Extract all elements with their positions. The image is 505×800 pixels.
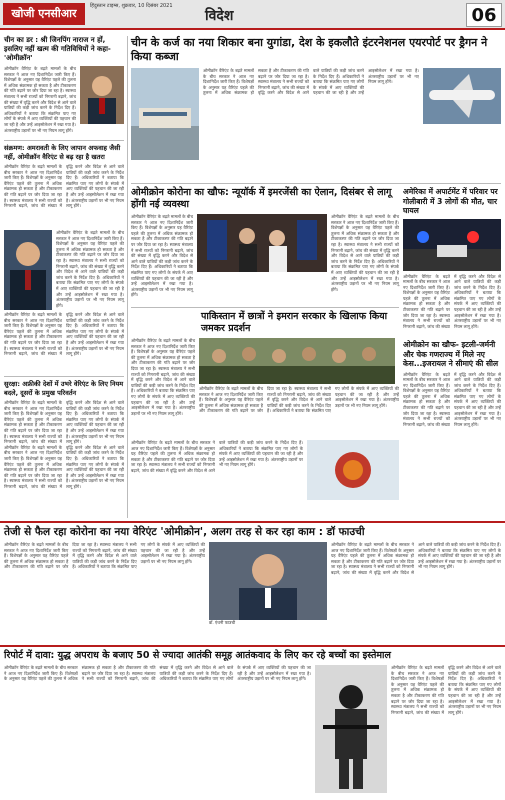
xi-portrait-large	[4, 230, 52, 310]
section-title: विदेश	[205, 8, 234, 24]
airport-image	[131, 68, 199, 160]
portrait-image	[80, 66, 124, 124]
child-soldier-photo	[315, 665, 387, 793]
section-rule	[0, 645, 505, 647]
child-soldier-image	[315, 665, 387, 793]
top-story-headline: चीन के कर्ज का नया शिकार बना युगांडा, देश के इकलौते इंटरनेशनल एयरपोर्ट पर ड्रैगन ने किया कब्जा	[131, 36, 488, 63]
divider	[131, 307, 399, 308]
left-story-2	[4, 144, 124, 224]
left-story-1-headline: चीन का डर : श्री जिनपिंग नाराज न हों, इसलिए नहीं खत्म की गतिविधियों ने कहा- 'ओमीक्रॉन'	[4, 36, 111, 62]
left-story-2-headline: संक्रमण: अमरावती के लिए जापान अफवाह जैसी नहीं, ओमीक्रॉन वैरिएंट से बढ़ रहा है खतरा	[4, 144, 121, 161]
column-divider	[127, 36, 128, 518]
press-conference-photo	[197, 214, 327, 272]
pakistan-headline: पाकिस्तान में छात्रों ने इमरान सरकार के खिलाफ किया जमकर प्रदर्शन	[201, 311, 388, 334]
protest-photo	[199, 338, 399, 384]
airport-photo	[131, 68, 199, 160]
left-story-2-cont: ओमीक्रॉन वैरिएंट के बढ़ते मामलों के बीच सरकार ने आज नए दिशानिर्देश जारी किए हैं। विशेषज्ञों के अनुसार यह वैरिएंट पहले की तुलना में अधिक संक्रामक हो सकता है और टीकाकरण की गति बढ़ाने पर जोर दिया जा रहा है। स्वास्थ्य मंत्रालय ने सभी राज्यों को निगरानी बढ़ाने, जांच की संख्या में वृद्धि करने और विदेश से आने वाले यात्रियों की कड़ी जांच करने के निर्देश दिए हैं। अधिकारियों ने बताया कि संक्रमित पाए गए लोगों के संपर्क में आए व्यक्तियों की पहचान की जा रही है और उन्हें आइसोलेशन में रखा गया है। अंतरराष्ट्रीय उड़ानों पर भी नए नियम लागू होंगे।	[56, 230, 124, 308]
left-story-2-text: ओमीक्रॉन वैरिएंट के बढ़ते मामलों के बीच सरकार ने आज नए दिशानिर्देश जारी किए हैं। विशेषज्ञों के अनुसार यह वैरिएंट पहले की तुलना में अधिक संक्रामक हो सकता है और टीकाकरण की गति बढ़ाने पर जोर दिया जा रहा है। स्वास्थ्य मंत्रालय ने सभी राज्यों को निगरानी बढ़ाने, जांच की संख्या में वृद्धि करने और विदेश से आने वाले यात्रियों की कड़ी जांच करने के निर्देश दिए हैं। अधिकारियों ने बताया कि संक्रमित पाए गए लोगों के संपर्क में आए व्यक्तियों की पहचान की जा रही है और उन्हें आइसोलेशन में रखा गया है। अंतरराष्ट्रीय उड़ानों पर भी नए नियम लागू होंगे।	[4, 164, 124, 209]
left-story-1	[4, 36, 124, 138]
omicron-ny-headline: ओमीक्रोन कोरोना का खौफ: न्यूयॉर्क में इमरजेंसी का ऐलान, दिसंबर से लागू होंगी नई व्यवस्था	[131, 187, 392, 210]
divider	[4, 376, 124, 377]
portrait-image	[4, 230, 52, 310]
us-shooting-story: अमेरिका में अपार्टमेंट में परिवार पर गोलीबारी में 3 लोगों की मौत, चार घायल ओमीक्रॉन वैरिएंट के बढ़ते मामलों के बीच सरकार ने आज नए दिशानिर्देश जारी किए हैं। विशेषज्ञों के अनुसार यह वैरिएंट पहले की तुलना में अधिक संक्रामक हो सकता है और टीकाकरण की गति बढ़ाने पर जोर दिया जा रहा है। स्वास्थ्य मंत्रालय ने सभी राज्यों को निगरानी बढ़ाने, जांच की संख्या में वृद्धि करने और विदेश से आने वाले यात्रियों की कड़ी जांच करने के निर्देश दिए हैं। अधिकारियों ने बताया कि संक्रमित पाए गए लोगों के संपर्क में आए व्यक्तियों की पहचान की जा रही है और उन्हें आइसोलेशन में रखा गया है। अंतरराष्ट्रीय उड़ानों पर भी नए नियम लागू होंगे।	[403, 187, 501, 329]
jinping-portrait	[80, 66, 124, 124]
newspaper-logo: खोजी एनसीआर	[3, 3, 85, 25]
covid-image	[307, 440, 399, 500]
israel-story: ओमीक्रोन का खौफ- इटली-जर्मनी और चेक गणराज्य में मिले नए केस...इजरायल ने सीमाएं की सील ओमीक्रॉन वैरिएंट के बढ़ते मामलों के बीच सरकार ने आज नए दिशानिर्देश जारी किए हैं। विशेषज्ञों के अनुसार यह वैरिएंट पहले की तुलना में अधिक संक्रामक हो सकता है और टीकाकरण की गति बढ़ाने पर जोर दिया जा रहा है। स्वास्थ्य मंत्रालय ने सभी राज्यों को निगरानी बढ़ाने, जांच की संख्या में वृद्धि करने और विदेश से आने वाले यात्रियों की कड़ी जांच करने के निर्देश दिए हैं। अधिकारियों ने बताया कि संक्रमित पाए गए लोगों के संपर्क में आए व्यक्तियों की पहचान की जा रही है और उन्हें आइसोलेशन में रखा गया है। अंतरराष्ट्रीय उड़ानों पर भी नए नियम लागू होंगे।	[403, 340, 501, 427]
police-image	[403, 219, 501, 271]
covid-illustration	[307, 440, 399, 500]
plane-photo	[423, 68, 501, 124]
fauci-story: तेजी से फैल रहा कोरोना का नया वेरिएंट 'ओमीक्रोन', अलग तरह से कर रहा काम : डॉ फाउची ओमीक्रॉन वैरिएंट के बढ़ते मामलों के बीच सरकार ने आज नए दिशानिर्देश जारी किए हैं। विशेषज्ञों के अनुसार यह वैरिएंट पहले की तुलना में अधिक संक्रामक हो सकता है और टीकाकरण की गति बढ़ाने पर जोर दिया जा रहा है। स्वास्थ्य मंत्रालय ने सभी राज्यों को निगरानी बढ़ाने, जांच की संख्या में वृद्धि करने और विदेश से आने वाले यात्रियों की कड़ी जांच करने के निर्देश दिए हैं। अधिकारियों ने बताया कि संक्रमित पाए गए लोगों के संपर्क में आए व्यक्तियों की पहचान की जा रही है और उन्हें आइसोलेशन में रखा गया है। अंतरराष्ट्रीय उड़ानों पर भी नए नियम लागू होंगे। डॉ. एंथनी फाउची ओमीक्रॉन वैरिएंट के बढ़ते मामलों के बीच सरकार ने आज नए दिशानिर्देश जारी किए हैं। विशेषज्ञों के अनुसार यह वैरिएंट पहले की तुलना में अधिक संक्रामक हो सकता है और टीकाकरण की गति बढ़ाने पर जोर दिया जा रहा है। स्वास्थ्य मंत्रालय ने सभी राज्यों को निगरानी बढ़ाने, जांच की संख्या में वृद्धि करने और विदेश से आने वाले यात्रियों की कड़ी जांच करने के निर्देश दिए हैं। अधिकारियों ने बताया कि संक्रमित पाए गए लोगों के संपर्क में आए व्यक्तियों की पहचान की जा रही है और उन्हें आइसोलेशन में रखा गया है। अंतरराष्ट्रीय उड़ानों पर भी नए नियम लागू होंगे।	[4, 526, 501, 625]
police-photo	[403, 219, 501, 271]
fauci-caption: डॉ. एंथनी फाउची	[209, 620, 236, 625]
masthead	[0, 0, 505, 30]
israel-headline: ओमीक्रोन का खौफ- इटली-जर्मनी और चेक गणराज्य में मिले नए केस...इजरायल ने सीमाएं की सील	[403, 340, 499, 368]
left-story-2-cont2: ओमीक्रॉन वैरिएंट के बढ़ते मामलों के बीच सरकार ने आज नए दिशानिर्देश जारी किए हैं। विशेषज्ञों के अनुसार यह वैरिएंट पहले की तुलना में अधिक संक्रामक हो सकता है और टीकाकरण की गति बढ़ाने पर जोर दिया जा रहा है। स्वास्थ्य मंत्रालय ने सभी राज्यों को निगरानी बढ़ाने, जांच की संख्या में वृद्धि करने और विदेश से आने वाले यात्रियों की कड़ी जांच करने के निर्देश दिए हैं। अधिकारियों ने बताया कि संक्रमित पाए गए लोगों के संपर्क में आए व्यक्तियों की पहचान की जा रही है और उन्हें आइसोलेशन में रखा गया है। अंतरराष्ट्रीय उड़ानों पर भी नए नियम लागू होंगे।	[4, 312, 124, 357]
press-image	[197, 214, 327, 272]
page-number: 06	[466, 3, 502, 27]
top-story-text-a: ओमीक्रॉन वैरिएंट के बढ़ते मामलों के बीच सरकार ने आज नए दिशानिर्देश जारी किए हैं। विशेषज्ञों के अनुसार यह वैरिएंट पहले की तुलना में अधिक संक्रामक हो सकता है और टीकाकरण की गति बढ़ाने पर जोर दिया जा रहा है। स्वास्थ्य मंत्रालय ने सभी राज्यों को निगरानी बढ़ाने, जांच की संख्या में वृद्धि करने और विदेश से आने वाले यात्रियों की कड़ी जांच करने के निर्देश दिए हैं। अधिकारियों ने बताया कि संक्रमित पाए गए लोगों के संपर्क में आए व्यक्तियों की पहचान की जा रही है और उन्हें आइसोलेशन में रखा गया है। अंतरराष्ट्रीय उड़ानों पर भी नए नियम लागू होंगे।	[203, 68, 419, 96]
divider	[4, 140, 124, 141]
divider	[131, 183, 501, 184]
pakistan-story: पाकिस्तान में छात्रों ने इमरान सरकार के खिलाफ किया जमकर प्रदर्शन ओमीक्रॉन वैरिएंट के बढ़ते मामलों के बीच सरकार ने आज नए दिशानिर्देश जारी किए हैं। विशेषज्ञों के अनुसार यह वैरिएंट पहले की तुलना में अधिक संक्रामक हो सकता है और टीकाकरण की गति बढ़ाने पर जोर दिया जा रहा है। स्वास्थ्य मंत्रालय ने सभी राज्यों को निगरानी बढ़ाने, जांच की संख्या में वृद्धि करने और विदेश से आने वाले यात्रियों की कड़ी जांच करने के निर्देश दिए हैं। अधिकारियों ने बताया कि संक्रमित पाए गए लोगों के संपर्क में आए व्यक्तियों की पहचान की जा रही है और उन्हें आइसोलेशन में रखा गया है। अंतरराष्ट्रीय उड़ानों पर भी नए नियम लागू होंगे। ओमीक्रॉन वैरिएंट के बढ़ते मामलों के बीच सरकार ने आज नए दिशानिर्देश जारी किए हैं। विशेषज्ञों के अनुसार यह वैरिएंट पहले की तुलना में अधिक संक्रामक हो सकता है और टीकाकरण की गति बढ़ाने पर जोर दिया जा रहा है। स्वास्थ्य मंत्रालय ने सभी राज्यों को निगरानी बढ़ाने, जांच की संख्या में वृद्धि करने और विदेश से आने वाले यात्रियों की कड़ी जांच करने के निर्देश दिए हैं। अधिकारियों ने बताया कि संक्रमित पाए गए लोगों के संपर्क में आए व्यक्तियों की पहचान की जा रही है और उन्हें आइसोलेशन में रखा गया है। अंतरराष्ट्रीय उड़ानों पर भी नए नियम लागू होंगे।	[131, 311, 399, 416]
protest-image	[199, 338, 395, 384]
left-story-3: सुरक्षा: अफ्रीकी देशों में उभरे वेरिएंट के लिए नियम बदले, दूसरों के प्रमुख परिवर्तन ओमीक्रॉन वैरिएंट के बढ़ते मामलों के बीच सरकार ने आज नए दिशानिर्देश जारी किए हैं। विशेषज्ञों के अनुसार यह वैरिएंट पहले की तुलना में अधिक संक्रामक हो सकता है और टीकाकरण की गति बढ़ाने पर जोर दिया जा रहा है। स्वास्थ्य मंत्रालय ने सभी राज्यों को निगरानी बढ़ाने, जांच की संख्या में वृद्धि करने और विदेश से आने वाले यात्रियों की कड़ी जांच करने के निर्देश दिए हैं। अधिकारियों ने बताया कि संक्रमित पाए गए लोगों के संपर्क में आए व्यक्तियों की पहचान की जा रही है और उन्हें आइसोलेशन में रखा गया है। अंतरराष्ट्रीय उड़ानों पर भी नए नियम लागू होंगे। ओमीक्रॉन वैरिएंट के बढ़ते मामलों के बीच सरकार ने आज नए दिशानिर्देश जारी किए हैं। विशेषज्ञों के अनुसार यह वैरिएंट पहले की तुलना में अधिक संक्रामक हो सकता है और टीकाकरण की गति बढ़ाने पर जोर दिया जा रहा है। स्वास्थ्य मंत्रालय ने सभी राज्यों को निगरानी बढ़ाने, जांच की संख्या में वृद्धि करने और विदेश से आने वाले यात्रियों की कड़ी जांच करने के निर्देश दिए हैं। अधिकारियों ने बताया कि संक्रमित पाए गए लोगों के संपर्क में आए व्यक्तियों की पहचान की जा रही है और उन्हें आइसोलेशन में रखा गया है। अंतरराष्ट्रीय उड़ानों पर भी नए नियम लागू होंगे।	[4, 380, 124, 489]
section-rule	[0, 521, 505, 523]
terror-headline: रिपोर्ट में दावा: युद्ध अपराध के बजाए 50 से ज्यादा आतंकी समूह आतंकवाद के लिए कर रहे बच्चों का इस्तेमाल	[4, 650, 391, 661]
left-story-3-headline: सुरक्षा: अफ्रीकी देशों में उभरे वेरिएंट के लिए नियम बदले, दूसरों के प्रमुख परिवर्तन	[4, 380, 124, 397]
date-line: हिंदुस्तान टाइम्स, शुक्रवार, 10 दिसंबर 2021	[90, 3, 173, 9]
middle-lower-text: ओमीक्रॉन वैरिएंट के बढ़ते मामलों के बीच सरकार ने आज नए दिशानिर्देश जारी किए हैं। विशेषज्ञों के अनुसार यह वैरिएंट पहले की तुलना में अधिक संक्रामक हो सकता है और टीकाकरण की गति बढ़ाने पर जोर दिया जा रहा है। स्वास्थ्य मंत्रालय ने सभी राज्यों को निगरानी बढ़ाने, जांच की संख्या में वृद्धि करने और विदेश से आने वाले यात्रियों की कड़ी जांच करने के निर्देश दिए हैं। अधिकारियों ने बताया कि संक्रमित पाए गए लोगों के संपर्क में आए व्यक्तियों की पहचान की जा रही है और उन्हें आइसोलेशन में रखा गया है। अंतरराष्ट्रीय उड़ानों पर भी नए नियम लागू होंगे।	[131, 440, 399, 518]
fauci-image	[209, 542, 327, 620]
omicron-ny-story: ओमीक्रोन कोरोना का खौफ: न्यूयॉर्क में इमरजेंसी का ऐलान, दिसंबर से लागू होंगी नई व्यवस्था ओमीक्रॉन वैरिएंट के बढ़ते मामलों के बीच सरकार ने आज नए दिशानिर्देश जारी किए हैं। विशेषज्ञों के अनुसार यह वैरिएंट पहले की तुलना में अधिक संक्रामक हो सकता है और टीकाकरण की गति बढ़ाने पर जोर दिया जा रहा है। स्वास्थ्य मंत्रालय ने सभी राज्यों को निगरानी बढ़ाने, जांच की संख्या में वृद्धि करने और विदेश से आने वाले यात्रियों की कड़ी जांच करने के निर्देश दिए हैं। अधिकारियों ने बताया कि संक्रमित पाए गए लोगों के संपर्क में आए व्यक्तियों की पहचान की जा रही है और उन्हें आइसोलेशन में रखा गया है। अंतरराष्ट्रीय उड़ानों पर भी नए नियम लागू होंगे। ओमीक्रॉन वैरिएंट के बढ़ते मामलों के बीच सरकार ने आज नए दिशानिर्देश जारी किए हैं। विशेषज्ञों के अनुसार यह वैरिएंट पहले की तुलना में अधिक संक्रामक हो सकता है और टीकाकरण की गति बढ़ाने पर जोर दिया जा रहा है। स्वास्थ्य मंत्रालय ने सभी राज्यों को निगरानी बढ़ाने, जांच की संख्या में वृद्धि करने और विदेश से आने वाले यात्रियों की कड़ी जांच करने के निर्देश दिए हैं। अधिकारियों ने बताया कि संक्रमित पाए गए लोगों के संपर्क में आए व्यक्तियों की पहचान की जा रही है और उन्हें आइसोलेशन में रखा गया है। अंतरराष्ट्रीय उड़ानों पर भी नए नियम लागू होंगे।	[131, 187, 399, 298]
fauci-photo	[209, 542, 327, 620]
fauci-headline: तेजी से फैल रहा कोरोना का नया वेरिएंट 'ओमीक्रोन', अलग तरह से कर रहा काम : डॉ फाउची	[4, 526, 365, 538]
plane-image	[423, 68, 501, 124]
top-story	[131, 36, 501, 181]
terror-story: रिपोर्ट में दावा: युद्ध अपराध के बजाए 50 से ज्यादा आतंकी समूह आतंकवाद के लिए कर रहे बच्चों का इस्तेमाल ओमीक्रॉन वैरिएंट के बढ़ते मामलों के बीच सरकार ने आज नए दिशानिर्देश जारी किए हैं। विशेषज्ञों के अनुसार यह वैरिएंट पहले की तुलना में अधिक संक्रामक हो सकता है और टीकाकरण की गति बढ़ाने पर जोर दिया जा रहा है। स्वास्थ्य मंत्रालय ने सभी राज्यों को निगरानी बढ़ाने, जांच की संख्या में वृद्धि करने और विदेश से आने वाले यात्रियों की कड़ी जांच करने के निर्देश दिए हैं। अधिकारियों ने बताया कि संक्रमित पाए गए लोगों के संपर्क में आए व्यक्तियों की पहचान की जा रही है और उन्हें आइसोलेशन में रखा गया है। अंतरराष्ट्रीय उड़ानों पर भी नए नियम लागू होंगे। ओमीक्रॉन वैरिएंट के बढ़ते मामलों के बीच सरकार ने आज नए दिशानिर्देश जारी किए हैं। विशेषज्ञों के अनुसार यह वैरिएंट पहले की तुलना में अधिक संक्रामक हो सकता है और टीकाकरण की गति बढ़ाने पर जोर दिया जा रहा है। स्वास्थ्य मंत्रालय ने सभी राज्यों को निगरानी बढ़ाने, जांच की संख्या में वृद्धि करने और विदेश से आने वाले यात्रियों की कड़ी जांच करने के निर्देश दिए हैं। अधिकारियों ने बताया कि संक्रमित पाए गए लोगों के संपर्क में आए व्यक्तियों की पहचान की जा रही है और उन्हें आइसोलेशन में रखा गया है। अंतरराष्ट्रीय उड़ानों पर भी नए नियम लागू होंगे।	[4, 650, 501, 798]
us-shooting-headline: अमेरिका में अपार्टमेंट में परिवार पर गोलीबारी में 3 लोगों की मौत, चार घायल	[403, 187, 498, 215]
left-story-1-text: ओमीक्रॉन वैरिएंट के बढ़ते मामलों के बीच सरकार ने आज नए दिशानिर्देश जारी किए हैं। विशेषज्ञों के अनुसार यह वैरिएंट पहले की तुलना में अधिक संक्रामक हो सकता है और टीकाकरण की गति बढ़ाने पर जोर दिया जा रहा है। स्वास्थ्य मंत्रालय ने सभी राज्यों को निगरानी बढ़ाने, जांच की संख्या में वृद्धि करने और विदेश से आने वाले यात्रियों की कड़ी जांच करने के निर्देश दिए हैं। अधिकारियों ने बताया कि संक्रमित पाए गए लोगों के संपर्क में आए व्यक्तियों की पहचान की जा रही है और उन्हें आइसोलेशन में रखा गया है। अंतरराष्ट्रीय उड़ानों पर भी नए नियम लागू होंगे।	[4, 66, 76, 133]
